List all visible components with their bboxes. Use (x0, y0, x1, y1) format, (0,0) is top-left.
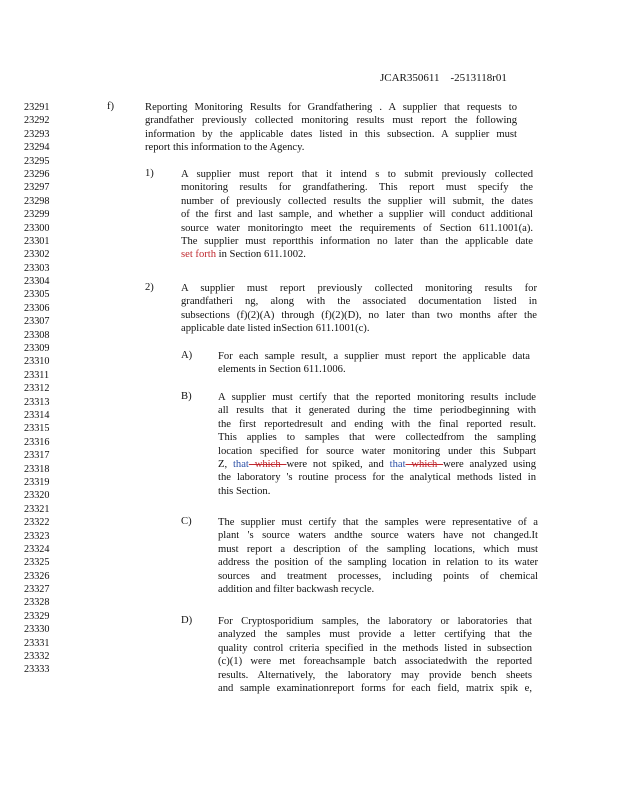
document-header (380, 72, 507, 84)
text-line: applicable date listed inSection 611.1001(c). (181, 323, 370, 335)
text-span: in Section 611.1002. (216, 249, 306, 261)
text-line: of the first and last sample, and whether a supplier will conduct additional (181, 209, 533, 221)
item-2-text (181, 282, 537, 336)
text-line: grandfather previously collected monitoring results must report the following (145, 115, 517, 127)
text-line: and sample examinationreport forms for each field, matrix spik e, (218, 682, 532, 694)
line-number: 23306 (24, 302, 50, 314)
text-line: the laboratory 's routine process for the analytical methods listed in (218, 472, 536, 484)
text-line: The supplier must reportthis information no later than the applicable date (181, 235, 533, 247)
text-line: analyzed the samples must provide a letter certifying that the (218, 629, 532, 641)
text-line: A supplier must report previously collected monitoring results for (181, 283, 537, 294)
text-line: number of previously collected results the supplier will submit, the dates (181, 195, 533, 207)
line-number: 23307 (24, 316, 50, 328)
line-number: 23321 (24, 503, 50, 515)
line-number: 23312 (24, 383, 50, 395)
line-number: 23295 (24, 155, 50, 167)
line-number: 23323 (24, 530, 50, 542)
line-number: 23299 (24, 209, 50, 221)
item-A-text (218, 350, 530, 377)
inserted-text: that (389, 458, 406, 470)
text-span: were not spiked, and (286, 458, 390, 470)
text-line: this Section. (218, 485, 271, 497)
line-number: 23324 (24, 543, 50, 555)
line-number: 23293 (24, 128, 50, 140)
text-line: addition and filter backwash recycle. (218, 583, 375, 595)
text-span: were analyzed using (443, 458, 537, 470)
line-number: 23302 (24, 249, 50, 261)
line-number: 23301 (24, 235, 50, 247)
line-number: 23304 (24, 276, 50, 288)
text-line: results. Alternatively, the laboratory may provide bench sheets (218, 669, 532, 681)
item-C-text (218, 516, 538, 596)
text-line: For Cryptosporidium samples, the laboratory or laboratories that (218, 616, 532, 627)
line-number: 23332 (24, 651, 50, 663)
deleted-text: which (405, 458, 444, 470)
text-line: all results that it generated during the time periodbeginning with (218, 405, 536, 417)
item-1-text (181, 168, 533, 262)
line-number: 23322 (24, 517, 50, 529)
line-number: 23292 (24, 115, 50, 127)
subsection-f-label: f) (107, 101, 115, 112)
subsection-f-text (145, 101, 517, 155)
item-B-label: B) (181, 391, 192, 402)
item-D-text (218, 615, 532, 695)
line-number: 23294 (24, 142, 50, 154)
line-number: 23311 (24, 369, 50, 381)
text-line: monitoring results for grandfathering. This report must specify the (181, 182, 533, 194)
line-number: 23330 (24, 624, 50, 636)
line-number: 23296 (24, 168, 50, 180)
line-number: 23310 (24, 356, 50, 368)
line-number: 23315 (24, 423, 50, 435)
text-line: sources and treatment processes, including points of chemical (218, 570, 538, 582)
line-number: 23325 (24, 557, 50, 569)
line-number: 23316 (24, 436, 50, 448)
item-2-label: 2) (145, 282, 154, 293)
inserted-text: that (232, 458, 249, 470)
text-line: A supplier must certify that the reported monitoring results include (218, 392, 536, 403)
line-number: 23319 (24, 476, 50, 488)
text-line: Reporting Monitoring Results for Grandfathering . A supplier that requests to (145, 102, 517, 113)
line-number: 23329 (24, 610, 50, 622)
text-line: This applies to samples that were collectedfrom the sampling (218, 432, 536, 444)
text-line: source water monitoringto meet the requirements of Section 611.1001(a). (181, 222, 533, 234)
text-line: A supplier must report that it intend s to submit previously collected (181, 169, 533, 180)
text-span: Z, (218, 458, 233, 470)
line-number: 23326 (24, 570, 50, 582)
line-number: 23303 (24, 262, 50, 274)
item-1-label: 1) (145, 168, 154, 179)
line-number: 23317 (24, 450, 50, 462)
item-A-label: A) (181, 350, 193, 361)
text-line: For each sample result, a supplier must report the applicable data (218, 351, 530, 362)
text-line: subsections (f)(2)(A) through (f)(2)(D), no later than two months after the (181, 309, 537, 321)
line-number: 23320 (24, 490, 50, 502)
line-number: 23308 (24, 329, 50, 341)
line-number: 23298 (24, 195, 50, 207)
inserted-text: set forth (181, 249, 217, 261)
line-number: 23331 (24, 637, 50, 649)
item-B-text (218, 391, 536, 498)
text-line: (c)(1) were met foreachsample batch associatedwith the reported (218, 656, 532, 668)
text-line: must report a description of the sampling locations, which must (218, 543, 538, 555)
line-number: 23327 (24, 584, 50, 596)
line-number: 23328 (24, 597, 50, 609)
text-line (181, 248, 533, 261)
item-C-label: C) (181, 516, 192, 527)
line-number: 23314 (24, 409, 50, 421)
deleted-text: which (248, 458, 287, 470)
item-D-label: D) (181, 615, 193, 626)
text-line: location specified for source water monitoring under this Subpart (218, 445, 536, 457)
line-number: 23318 (24, 463, 50, 475)
text-line: elements in Section 611.1006. (218, 364, 346, 376)
line-number: 23309 (24, 343, 50, 355)
line-number: 23313 (24, 396, 50, 408)
line-number: 23305 (24, 289, 50, 301)
line-number-gutter (24, 101, 49, 677)
text-line: address the position of the sampling location in relation to its water (218, 557, 538, 569)
document-revision: -2513118r01 (450, 72, 507, 84)
line-number: 23297 (24, 182, 50, 194)
document-id: JCAR350611 (380, 72, 440, 84)
text-line: grandfatheri ng, along with the associated documentation listed in (181, 296, 537, 308)
text-line: quality control criteria specified in the methods listed in subsection (218, 642, 532, 654)
text-line: information by the applicable dates listed in this subsection. A supplier must (145, 128, 517, 140)
line-number: 23300 (24, 222, 50, 234)
text-line (218, 458, 536, 471)
line-number: 23333 (24, 664, 50, 676)
text-line: plant 's source waters andthe source waters have not changed.It (218, 530, 538, 542)
text-line: report this information to the Agency. (145, 142, 305, 154)
line-number: 23291 (24, 102, 50, 113)
text-line: the first reportedresult and ending with the final reported result. (218, 418, 536, 430)
text-line: The supplier must certify that the samples were representative of a (218, 517, 538, 528)
